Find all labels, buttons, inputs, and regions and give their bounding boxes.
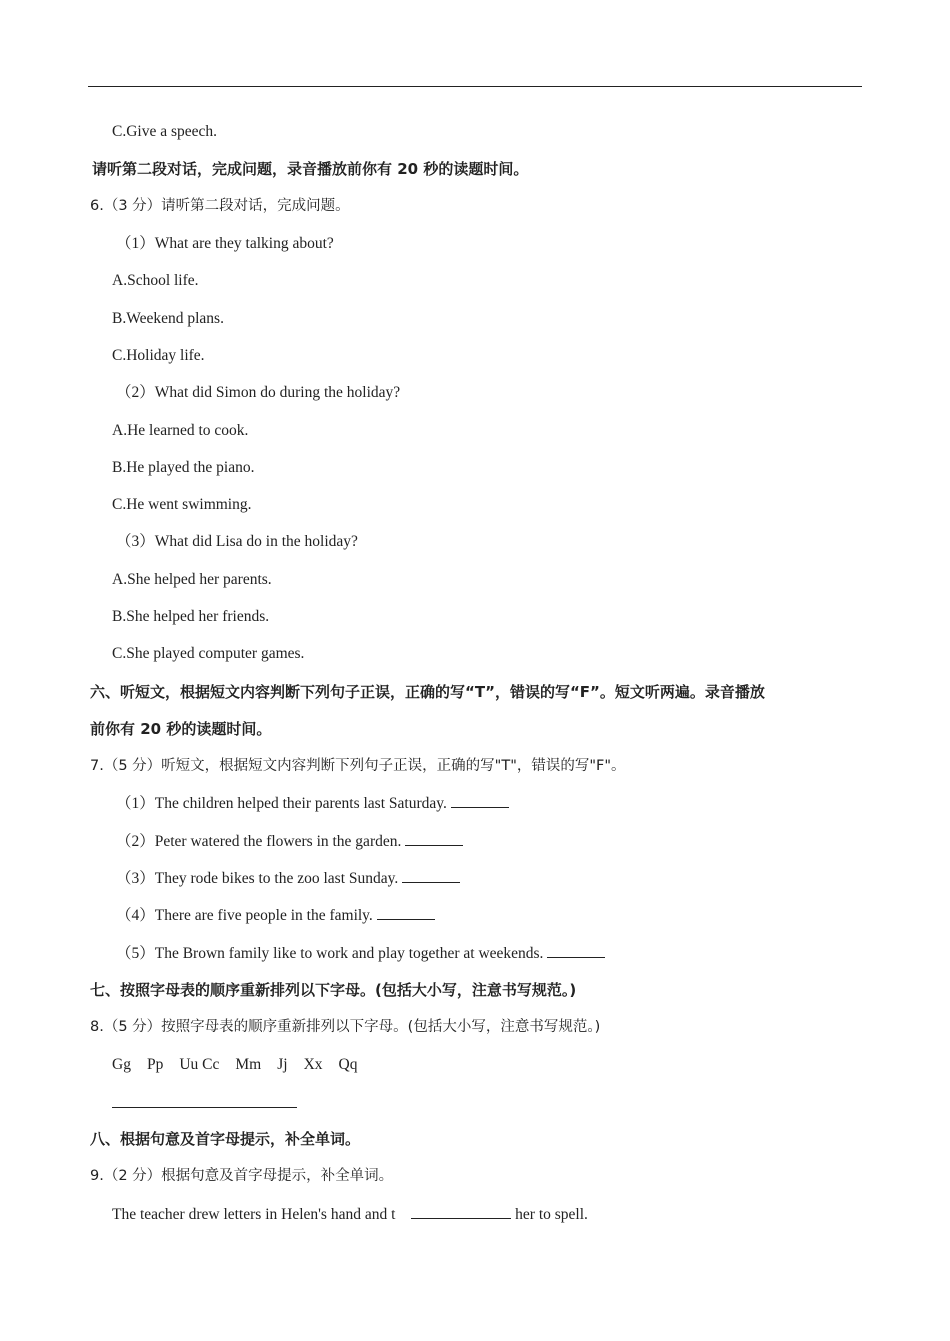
q7-item-5-text: （5）The Brown family like to work and play together at weekends. [116,945,544,962]
q7-item-4 [116,905,435,926]
q6-stem: 6.（3 分）请听第二段对话，完成问题。 [90,198,350,214]
letter-pair: Qq [338,1056,358,1073]
answer-blank[interactable] [411,1204,511,1219]
q6-sub2-option-b: B.He played the piano. [112,459,255,476]
q6-sub3-option-c: C.She played computer games. [112,645,305,662]
q7-item-3-text: （3）They rode bikes to the zoo last Sunday. [116,870,399,887]
letter-pair: Pp [146,1056,164,1073]
q6-sub1-option-b: B.Weekend plans. [112,310,224,327]
q6-sub2-option-a: A.He learned to cook. [112,422,249,439]
q7-item-4-text: （4）There are five people in the family. [116,907,373,924]
section8-heading: 八、根据句意及首字母提示，补全单词。 [90,1130,361,1148]
section7-heading: 七、按照字母表的顺序重新排列以下字母。(包括大小写，注意书写规范。) [90,981,577,999]
q8-stem: 8.（5 分）按照字母表的顺序重新排列以下字母。(包括大小写，注意书写规范。) [90,1019,601,1035]
letter-pair: Gg [112,1056,131,1073]
q7-item-2 [116,831,463,852]
q9-text-before: The teacher drew letters in Helen's hand and t [112,1206,396,1223]
answer-blank[interactable] [377,905,435,920]
q9-stem: 9.（2 分）根据句意及首字母提示，补全单词。 [90,1168,394,1184]
answer-blank[interactable] [405,831,463,846]
q9-text-after: her to spell. [515,1206,588,1223]
section6-heading-line2: 前你有 20 秒的读题时间。 [90,720,272,738]
q6-sub3-option-b: B.She helped her friends. [112,608,270,625]
letter-pair: Jj [277,1056,288,1073]
q7-item-1 [116,793,509,814]
q6-sub2-option-c: C.He went swimming. [112,496,252,513]
q6-sub2-question: （2）What did Simon do during the holiday? [116,384,401,401]
section6-heading-line1: 六、听短文，根据短文内容判断下列句子正误，正确的写“T”，错误的写“F”。短文听两遍。录音播放 [90,683,765,701]
answer-blank[interactable] [402,868,460,883]
section-instruction: 请听第二段对话，完成问题，录音播放前你有 20 秒的读题时间。 [92,160,529,178]
q7-item-3 [116,868,460,889]
letter-pair: Mm [235,1056,262,1073]
q7-item-1-text: （1）The children helped their parents last Saturday. [116,795,447,812]
q6-sub1-option-c: C.Holiday life. [112,347,205,364]
q6-sub3-question: （3）What did Lisa do in the holiday? [116,533,358,550]
letter-pair: Uu Cc [179,1056,220,1073]
letter-pair: Xx [303,1056,323,1073]
answer-blank[interactable] [451,793,509,808]
q6-sub3-option-a: A.She helped her parents. [112,571,272,588]
q8-letters [112,1055,373,1075]
q6-sub1-question: （1）What are they talking about? [116,235,334,252]
answer-blank[interactable] [547,943,605,958]
q7-item-5 [116,943,605,964]
header-rule [88,86,862,87]
q8-answer-line[interactable] [112,1107,297,1108]
q7-stem: 7.（5 分）听短文，根据短文内容判断下列句子正误，正确的写"T"，错误的写"F"。 [90,758,626,774]
q5-option-c: C.Give a speech. [112,123,218,140]
q7-item-2-text: （2）Peter watered the flowers in the garden. [116,833,402,850]
q6-sub1-option-a: A.School life. [112,272,199,289]
q9-sentence [112,1204,588,1225]
